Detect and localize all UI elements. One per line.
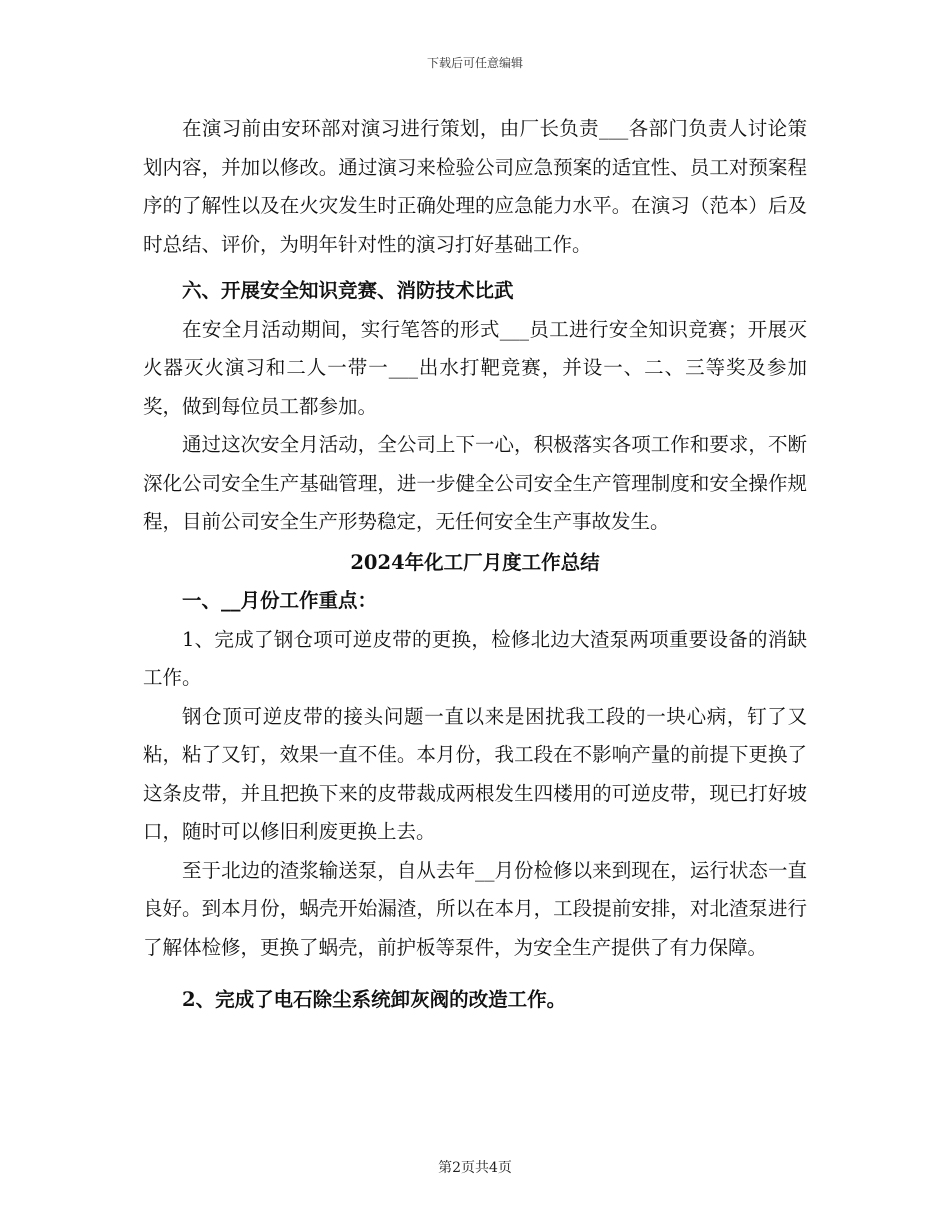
section-heading-six: 六、开展安全知识竞赛、消防技术比武 bbox=[182, 279, 514, 302]
paragraph-safety-month-summary: 通过这次安全月活动，全公司上下一心，积极落实各项工作和要求，不断深化公司安全生产基础管理，进一步健全公司安全生产管理制度和安全操作规程，目前公司安全生产形势稳定，无任何安全生产事故发生。 bbox=[143, 433, 807, 533]
page-footer: 第2页共4页 bbox=[438, 1160, 512, 1176]
paragraph-item-one: 1、完成了钢仓项可逆皮带的更换，检修北边大渣泵两项重要设备的消缺工作。 bbox=[143, 627, 807, 689]
document-body bbox=[143, 110, 807, 1020]
paragraph-slurry-pump: 至于北边的渣浆输送泵，自从去年__月份检修以来到现在，运行状态一直良好。到本月份，蜗壳开始漏渣，所以在本月，工段提前安排，对北渣泵进行了解体检修，更换了蜗壳，前护板等泵件，为安全生产提供了有力保障。 bbox=[143, 858, 807, 959]
paragraph-knowledge-contest: 在安全月活动期间，实行笔答的形式___员工进行安全知识竞赛；开展灭火器灭火演习和二人一带一___出水打靶竞赛，并设一、二、三等奖及参加奖，做到每位员工都参加。 bbox=[143, 317, 807, 418]
section-heading-one: 一、__月份工作重点： bbox=[182, 589, 378, 612]
paragraph-drill-planning: 在演习前由安环部对演习进行策划，由厂长负责___各部门负责人讨论策划内容，并加以修改。通过演习来检验公司应急预案的适宜性、员工对预案程序的了解性以及在火灾发生时正确处理的应急能力水平。在演习（范本）后及时总结、评价，为明年针对性的演习打好基础工作。 bbox=[143, 117, 807, 256]
paragraph-belt-replacement: 钢仓顶可逆皮带的接头问题一直以来是困扰我工段的一块心病，钉了又粘，粘了又钉，效果一直不佳。本月份，我工段在不影响产量的前提下更换了这条皮带，并且把换下来的皮带裁成两根发生四楼用的可逆皮带，现已打好坡口，随时可以修旧利废更换上去。 bbox=[143, 704, 807, 843]
page-header: 下载后可任意编辑 bbox=[426, 56, 523, 70]
document-title: 2024年化工厂月度工作总结 bbox=[350, 550, 600, 574]
section-heading-item-two: 2、完成了电石除尘系统卸灰阀的改造工作。 bbox=[182, 988, 567, 1011]
